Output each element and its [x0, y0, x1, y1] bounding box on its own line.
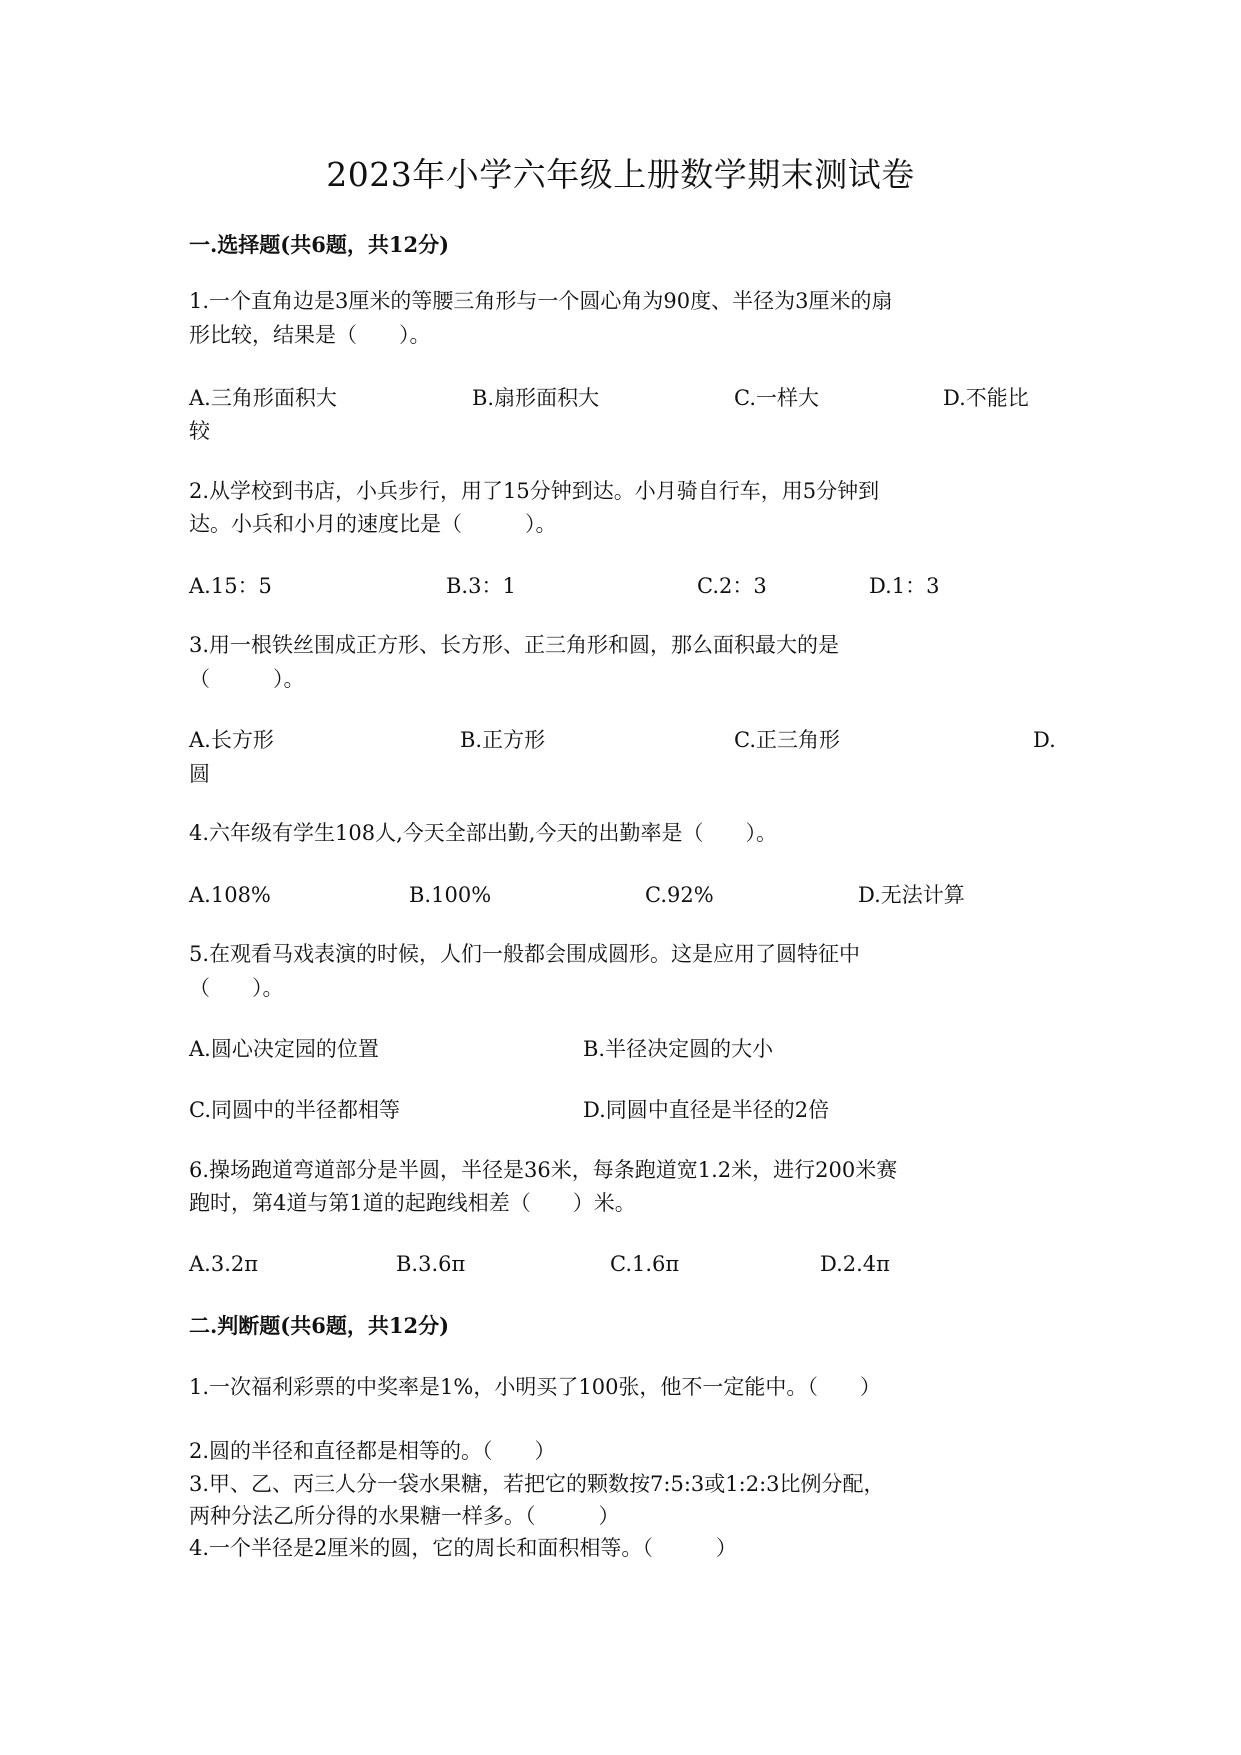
question-2-line-2: 达。小兵和小月的速度比是（ ）。 [189, 512, 557, 536]
question-5-option-d: D.同圆中直径是半径的2倍 [583, 1098, 830, 1122]
judgment-1: 1.一次福利彩票的中奖率是1%，小明买了100张，他不一定能中。（ ） [189, 1375, 881, 1399]
question-2-line-1: 2.从学校到书店，小兵步行，用了15分钟到达。小月骑自行车，用5分钟到 [189, 479, 880, 503]
question-2-option-c: C.2：3 [697, 574, 767, 598]
judgment-4: 4.一个半径是2厘米的圆，它的周长和面积相等。（ ） [189, 1536, 737, 1560]
question-1-option-b: B.扇形面积大 [472, 386, 600, 410]
question-6-option-d: D.2.4π [820, 1252, 890, 1276]
question-3-option-d: D. [1033, 728, 1056, 752]
question-4-option-d: D.无法计算 [858, 883, 965, 907]
question-4-line-1: 4.六年级有学生108人,今天全部出勤,今天的出勤率是（ ）。 [189, 821, 777, 845]
question-2-option-b: B.3：1 [446, 574, 516, 598]
section-title-judgment: 二.判断题(共6题，共12分) [189, 1313, 450, 1338]
question-2-option-d: D.1：3 [869, 574, 940, 598]
question-5-line-1: 5.在观看马戏表演的时候，人们一般都会围成圆形。这是应用了圆特征中 [189, 942, 861, 966]
question-5-option-a: A.圆心决定园的位置 [189, 1037, 379, 1061]
question-4-option-c: C.92% [645, 883, 714, 907]
question-6-line-1: 6.操场跑道弯道部分是半圆，半径是36米，每条跑道宽1.2米，进行200米赛 [189, 1158, 898, 1182]
question-3-option-c: C.正三角形 [734, 728, 840, 752]
question-3-option-b: B.正方形 [460, 728, 546, 752]
question-5-line-2: （ ）。 [189, 976, 284, 1000]
judgment-3-line-1: 3.甲、乙、丙三人分一袋水果糖，若把它的颗数按7:5:3或1:2:3比例分配， [189, 1472, 885, 1496]
judgment-3-line-2: 两种分法乙所分得的水果糖一样多。（ ） [189, 1504, 620, 1528]
question-6-option-a: A.3.2π [189, 1252, 259, 1276]
question-1-line-1: 1.一个直角边是3厘米的等腰三角形与一个圆心角为90度、半径为3厘米的扇 [189, 289, 893, 313]
question-1-line-2: 形比较，结果是（ ）。 [189, 323, 431, 347]
question-5-option-c: C.同圆中的半径都相等 [189, 1098, 400, 1122]
question-1-option-c: C.一样大 [734, 386, 819, 410]
question-2-option-a: A.15：5 [189, 574, 272, 598]
question-6-line-2: 跑时，第4道与第1道的起跑线相差（ ）米。 [189, 1191, 636, 1215]
question-1-option-d: D.不能比 [943, 386, 1029, 410]
question-4-option-a: A.108% [189, 883, 271, 907]
question-6-option-c: C.1.6π [610, 1252, 680, 1276]
question-3-line-1: 3.用一根铁丝围成正方形、长方形、正三角形和圆，那么面积最大的是 [189, 633, 840, 657]
question-3-option-a: A.长方形 [189, 728, 274, 752]
question-3-option-d-wrap: 圆 [189, 762, 210, 786]
question-3-line-2: （ ）。 [189, 667, 305, 691]
question-6-option-b: B.3.6π [396, 1252, 466, 1276]
page-title: 2023年小学六年级上册数学期末测试卷 [326, 155, 915, 194]
question-1-option-a: A.三角形面积大 [189, 386, 337, 410]
section-title-choice: 一.选择题(共6题，共12分) [189, 232, 450, 257]
question-4-option-b: B.100% [409, 883, 492, 907]
judgment-2: 2.圆的半径和直径都是相等的。（ ） [189, 1439, 556, 1463]
question-5-option-b: B.半径决定圆的大小 [583, 1037, 774, 1061]
question-1-option-d-wrap: 较 [189, 419, 210, 443]
